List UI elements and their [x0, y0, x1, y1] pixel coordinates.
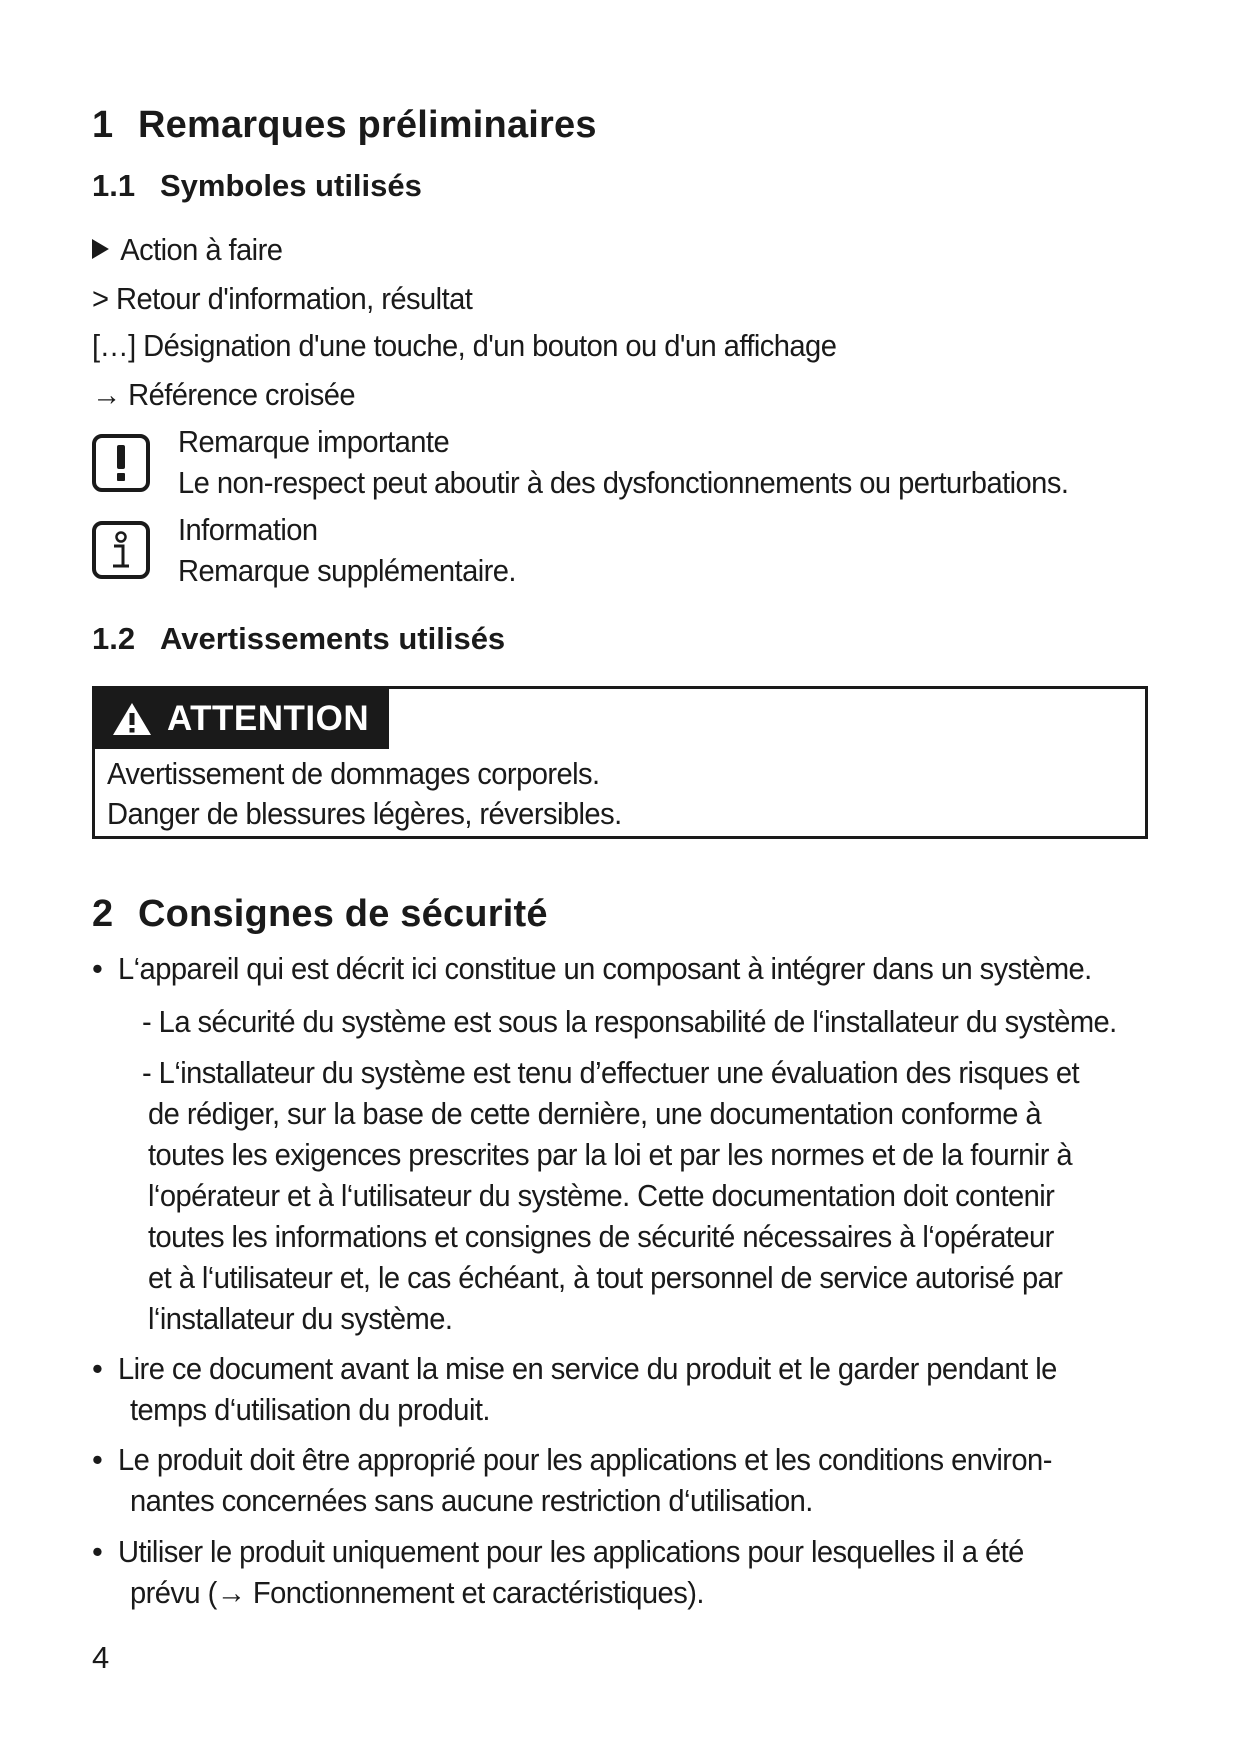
bullet-2-line-2: temps d‘utilisation du produit.	[130, 1392, 490, 1427]
important-note-title: Remarque importante	[178, 424, 450, 459]
bullet-2-dot: •	[92, 1351, 103, 1386]
bullet-4-dot: •	[92, 1534, 103, 1569]
bullet-1-sub-2-line-3: toutes les exigences prescrites par la loi et par les normes et de la fournir à	[148, 1137, 1073, 1172]
symbol-feedback: > Retour d'information, résultat	[92, 281, 473, 316]
warning-triangle-icon	[111, 701, 153, 737]
info-note-text: Remarque supplémentaire.	[178, 553, 516, 588]
important-note-text: Le non-respect peut aboutir à des dysfonctionnements ou perturbations.	[178, 465, 1069, 500]
subsection-1-2-title: Avertissements utilisés	[160, 621, 506, 656]
section-1-heading	[92, 104, 597, 147]
warning-header	[95, 689, 389, 749]
page-number: 4	[92, 1640, 110, 1675]
bullet-2-line-1: Lire ce document avant la mise en service du produit et le garder pendant le	[118, 1351, 1057, 1386]
symbol-designation: […] Désignation d'une touche, d'un bouton ou d'un affichage	[92, 328, 837, 363]
subsection-1-1-title: Symboles utilisés	[160, 168, 422, 203]
symbol-action	[92, 232, 282, 268]
subsection-1-1-number: 1.1	[92, 168, 136, 203]
section-2-title: Consignes de sécurité	[138, 893, 548, 935]
bullet-3-line-1: Le produit doit être approprié pour les applications et les conditions environ-	[118, 1442, 1052, 1477]
bullet-1-text: L‘appareil qui est décrit ici constitue un composant à intégrer dans un système.	[118, 951, 1092, 986]
bullet-1-sub-2-line-5: toutes les informations et consignes de sécurité nécessaires à l‘opérateur	[148, 1219, 1054, 1254]
bullet-1-sub-2-line-2: de rédiger, sur la base de cette dernière, une documentation conforme à	[148, 1096, 1042, 1131]
section-2-number: 2	[92, 893, 114, 935]
warning-line-1: Avertissement de dommages corporels.	[107, 756, 600, 791]
bullet-3-dot: •	[92, 1442, 103, 1477]
bullet-1-sub-2-line-1: - L‘installateur du système est tenu d’effectuer une évaluation des risques et	[142, 1055, 1080, 1090]
bullet-1-sub-1: - La sécurité du système est sous la responsabilité de l‘installateur du système.	[142, 1004, 1117, 1039]
symbol-crossref: → Référence croisée	[92, 377, 356, 412]
subsection-1-2-heading	[92, 621, 505, 657]
bullet-1-sub-2-line-7: l‘installateur du système.	[148, 1301, 453, 1336]
subsection-1-2-number: 1.2	[92, 621, 136, 656]
info-note-title: Information	[178, 512, 318, 547]
bullet-1-dot: •	[92, 951, 103, 986]
warning-label: ATTENTION	[167, 699, 370, 738]
bullet-3-line-2: nantes concernées sans aucune restriction d‘utilisation.	[130, 1483, 813, 1518]
warning-line-2: Danger de blessures légères, réversibles.	[107, 796, 622, 831]
section-1-number: 1	[92, 104, 114, 146]
bullet-4-line-2: prévu (→ Fonctionnement et caractéristiques).	[130, 1575, 704, 1610]
warning-box	[92, 686, 1148, 839]
section-1-title: Remarques préliminaires	[138, 104, 597, 146]
bullet-1-sub-2-line-4: l‘opérateur et à l‘utilisateur du système. Cette documentation doit contenir	[148, 1178, 1055, 1213]
subsection-1-1-heading	[92, 168, 422, 204]
section-2-heading	[92, 893, 548, 936]
info-icon	[92, 521, 150, 579]
symbol-action-text: Action à faire	[120, 232, 283, 267]
play-triangle-icon	[92, 239, 109, 259]
bullet-4-line-1: Utiliser le produit uniquement pour les applications pour lesquelles il a été	[118, 1534, 1024, 1569]
bullet-1-sub-2-line-6: et à l‘utilisateur et, le cas échéant, à tout personnel de service autorisé par	[148, 1260, 1063, 1295]
exclamation-icon	[92, 434, 150, 492]
